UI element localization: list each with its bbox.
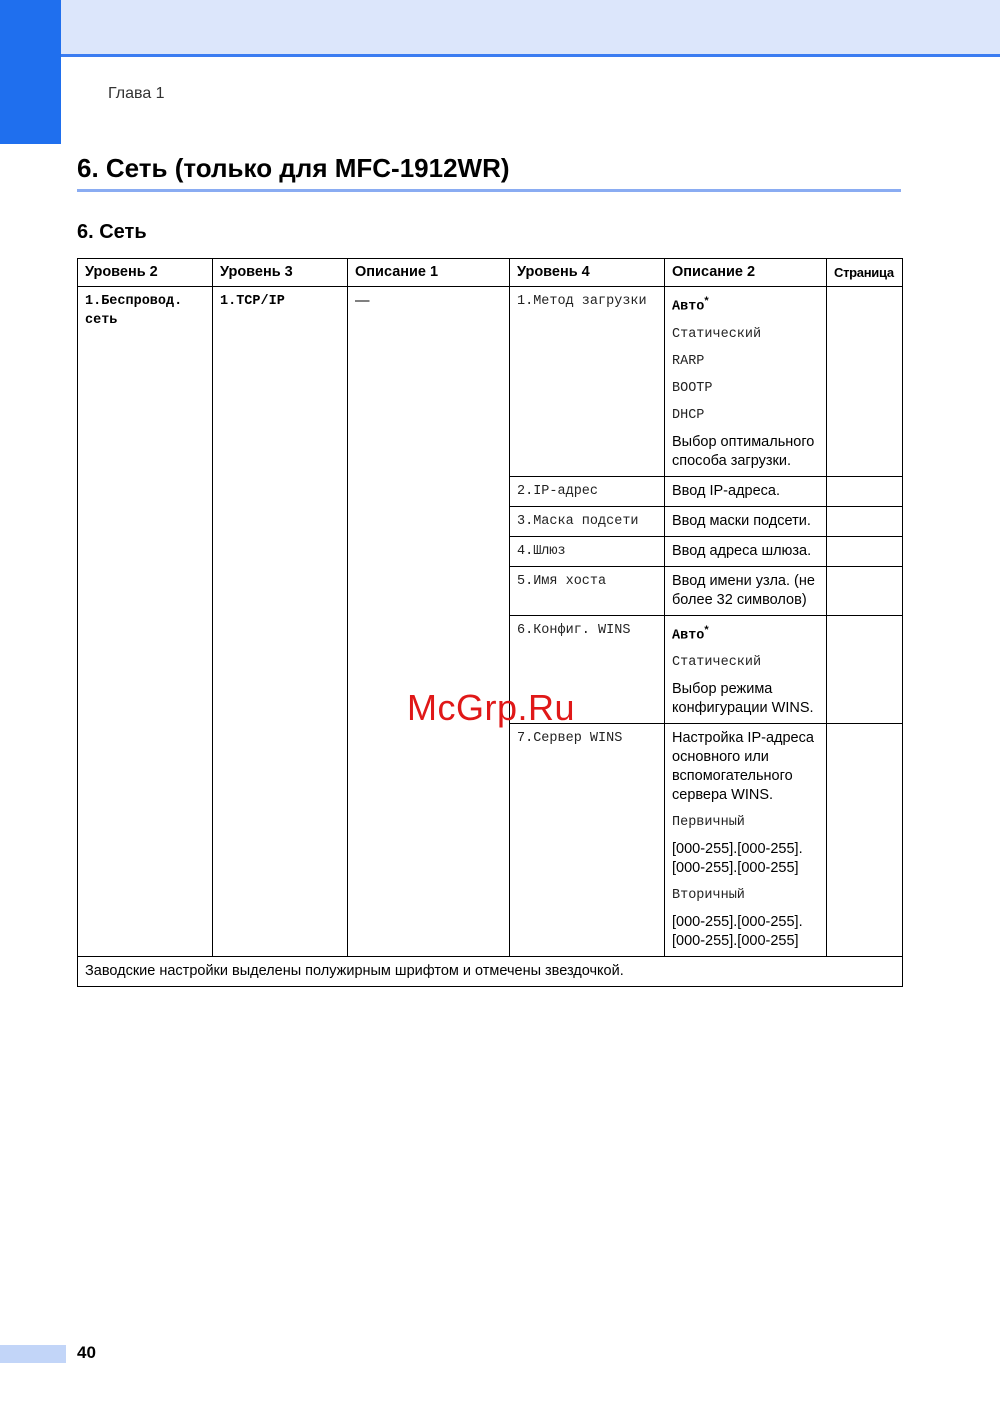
level4-cell: 6.Конфиг. WINS [510, 615, 665, 724]
table-footer-row [78, 957, 903, 987]
option-description: Настройка IP-адреса основного или вспомогательного сервера WINS. [672, 730, 814, 803]
option-value: BOOTP [672, 380, 713, 396]
page-cell [827, 536, 903, 566]
level4-cell: 3.Маска подсети [510, 506, 665, 536]
default-star: * [704, 623, 709, 636]
page-cell [827, 615, 903, 724]
page-cell [827, 476, 903, 506]
desc2-cell: Ввод IP-адреса. [665, 476, 827, 506]
chapter-label: Глава 1 [108, 85, 165, 102]
header-rule [61, 54, 1000, 57]
footer-band [0, 1345, 66, 1363]
option-description: Выбор режима конфигурации WINS. [672, 681, 814, 716]
secondary-label: Вторичный [672, 888, 745, 903]
primary-label: Первичный [672, 815, 745, 830]
page-cell [827, 724, 903, 957]
section-title: 6. Сеть [77, 221, 147, 243]
desc2-cell: Ввод адреса шлюза. [665, 536, 827, 566]
page-cell [827, 506, 903, 536]
option-value: Статический [672, 326, 762, 342]
desc2-cell [665, 724, 827, 957]
page-title: 6. Сеть (только для MFC-1912WR) [77, 153, 510, 183]
option-value: Статический [672, 655, 762, 670]
page-cell [827, 566, 903, 615]
desc2-cell: Ввод имени узла. (не более 32 символов) [665, 566, 827, 615]
option-value: RARP [672, 353, 705, 369]
table-row [78, 287, 903, 477]
secondary-value: [000-255].[000-255].[000-255].[000-255] [672, 914, 803, 949]
table-header-row [78, 259, 903, 287]
option-value: Авто* [672, 295, 709, 315]
header-level3: Уровень 3 [213, 259, 348, 287]
header-desc2: Описание 2 [665, 259, 827, 287]
header-page: Страница [827, 259, 903, 287]
page-number: 40 [77, 1343, 96, 1362]
desc2-cell: Ввод маски подсети. [665, 506, 827, 536]
level4-cell: 4.Шлюз [510, 536, 665, 566]
level4-cell: 2.IP-адрес [510, 476, 665, 506]
header-level4: Уровень 4 [510, 259, 665, 287]
default-star: * [704, 295, 709, 307]
primary-value: [000-255].[000-255].[000-255].[000-255] [672, 841, 803, 876]
level4-cell: 7.Сервер WINS [510, 724, 665, 957]
page-cell [827, 287, 903, 477]
watermark: McGrp.Ru [407, 687, 576, 728]
level2-cell: 1.Беспровод. сеть [78, 287, 213, 957]
header-band [0, 0, 1000, 56]
option-value: Авто* [672, 623, 709, 643]
header-level2: Уровень 2 [78, 259, 213, 287]
chapter-tab [0, 0, 61, 144]
desc2-cell [665, 615, 827, 724]
option-value: DHCP [672, 407, 705, 423]
desc2-cell [665, 287, 827, 477]
title-rule [77, 189, 901, 192]
header-desc1: Описание 1 [348, 259, 510, 287]
desc1-cell: — [348, 287, 510, 957]
level4-cell: 1.Метод загрузки [510, 287, 665, 477]
network-menu-table [77, 258, 903, 987]
level4-cell: 5.Имя хоста [510, 566, 665, 615]
level3-cell: 1.TCP/IP [213, 287, 348, 957]
table-footnote: Заводские настройки выделены полужирным шрифтом и отмечены звездочкой. [78, 957, 903, 987]
option-description: Выбор оптимального способа загрузки. [672, 433, 815, 469]
